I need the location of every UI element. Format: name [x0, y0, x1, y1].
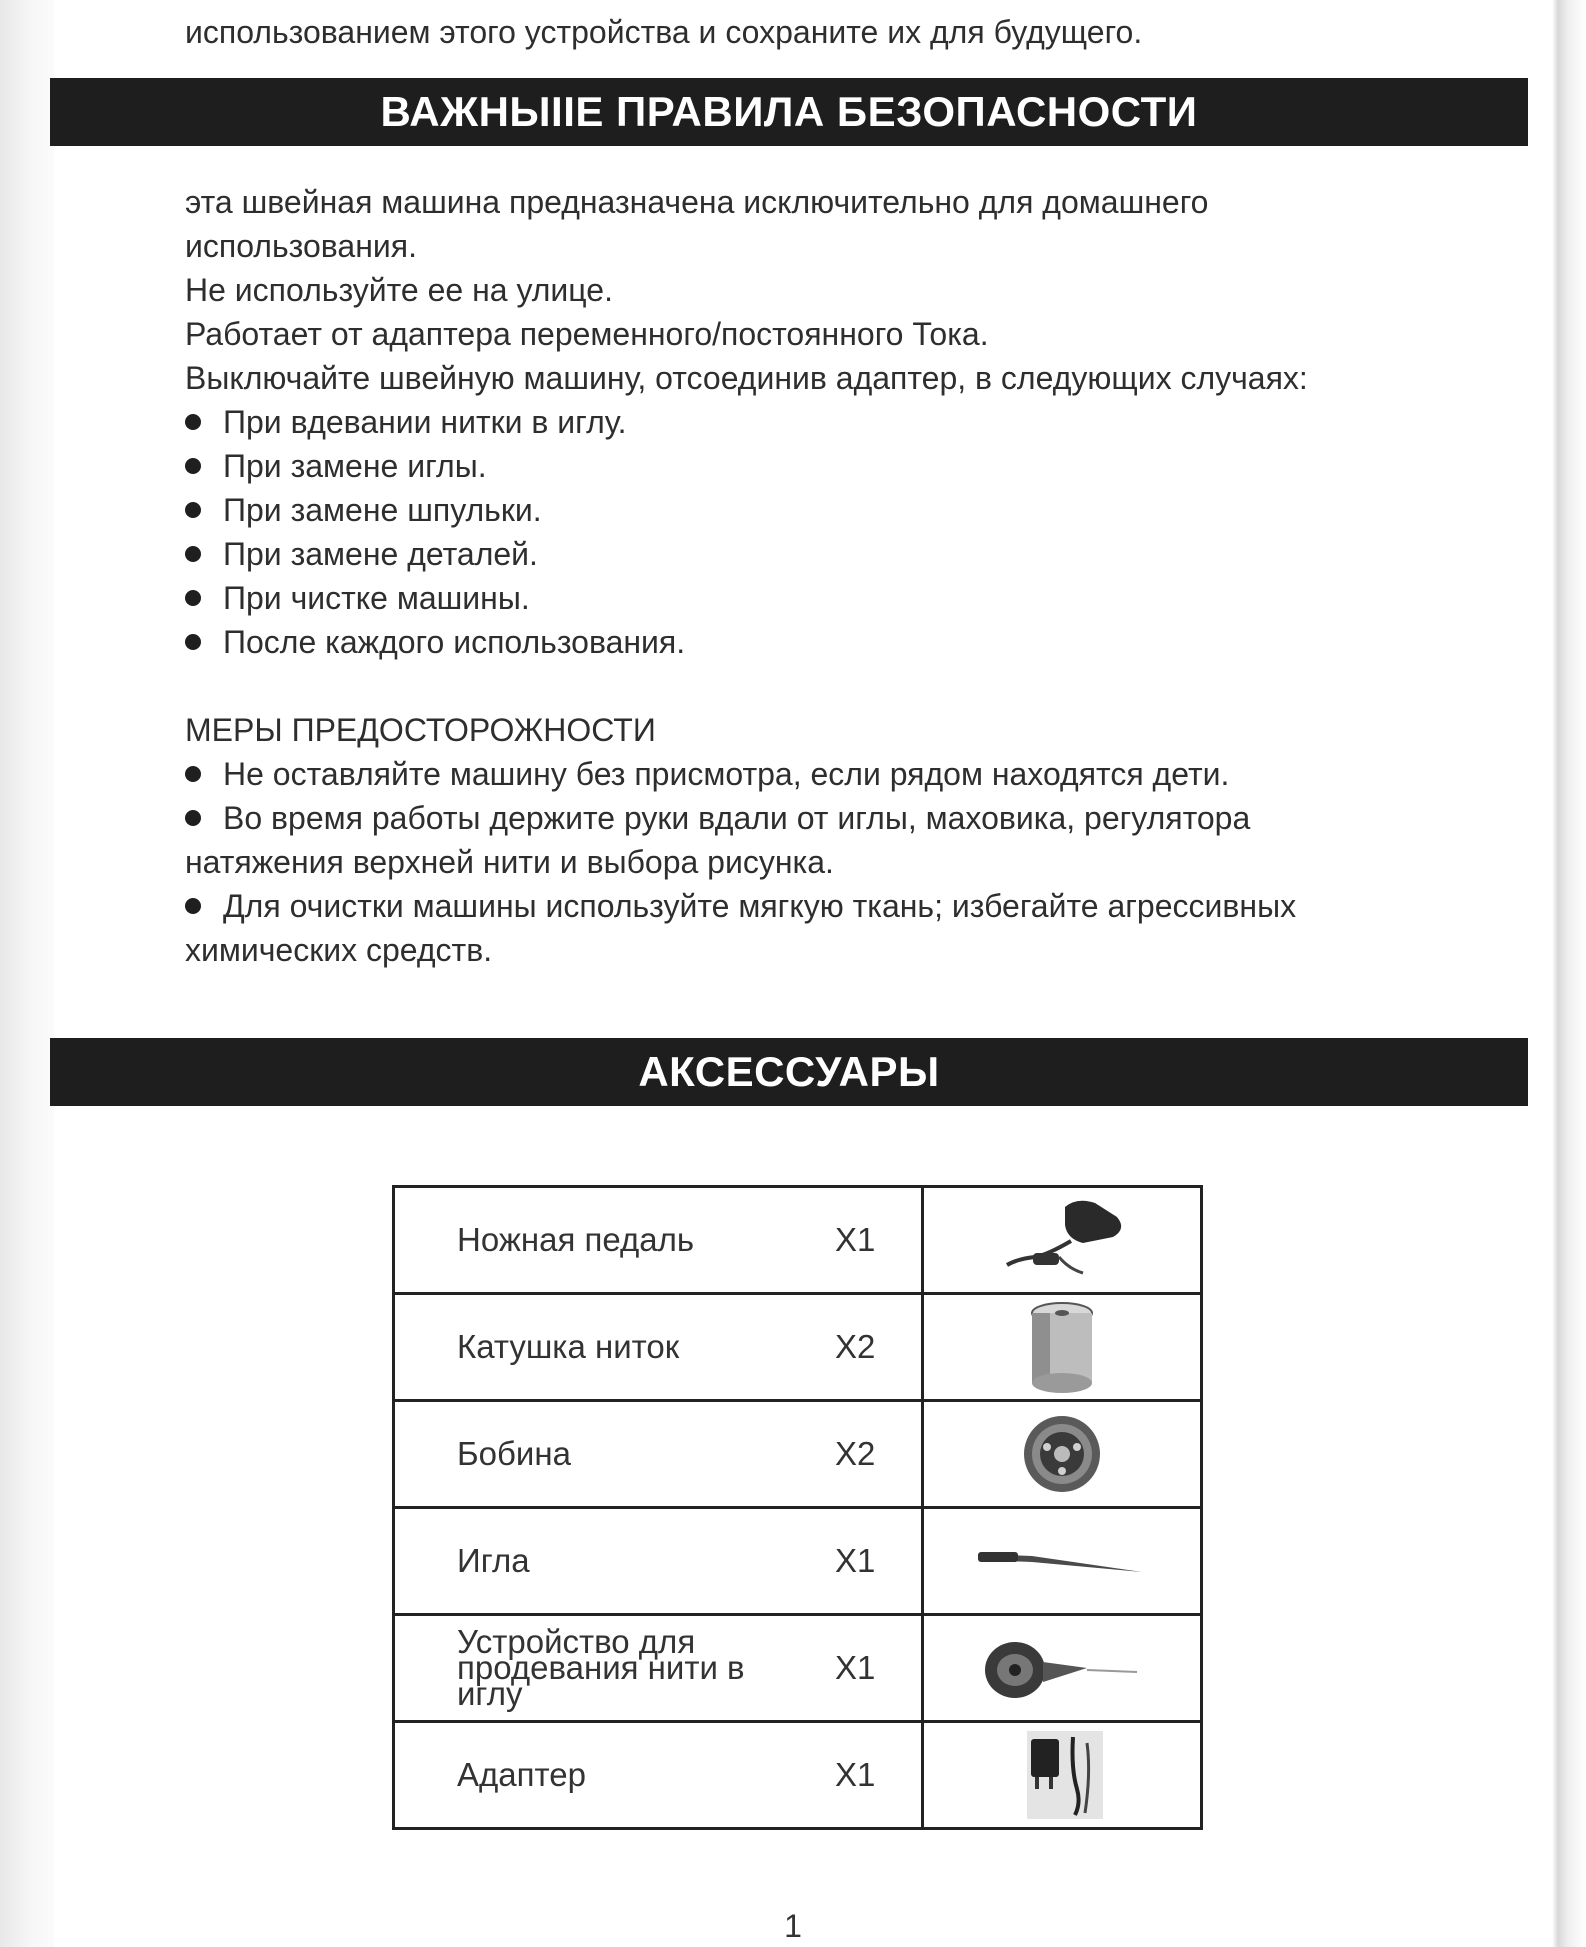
bullet-icon — [185, 634, 201, 650]
needle-threader-icon — [977, 1628, 1147, 1708]
precautions-heading: МЕРЫ ПРЕДОСТОРОЖНОСТИ — [185, 712, 656, 748]
safety-text-line: Не используйте ее на улице. — [185, 272, 613, 308]
bullet-icon — [185, 458, 201, 474]
accessory-row — [394, 1294, 1202, 1401]
precaution-text: Не оставляйте машину без присмотра, если рядом находятся дети. — [223, 756, 1230, 792]
bullet-icon — [185, 590, 201, 606]
accessory-qty: X1 — [835, 1756, 876, 1793]
page-right-edge — [1552, 0, 1586, 1947]
accessory-qty: X2 — [835, 1435, 876, 1472]
accessory-image-cell — [923, 1722, 1202, 1829]
safety-text-line: Выключайте швейную машину, отсоединив адаптер, в следующих случаях: — [185, 360, 1308, 396]
precaution-item — [185, 752, 1485, 796]
accessory-name: Игла — [457, 1542, 530, 1579]
safety-bullet — [185, 400, 1485, 444]
bullet-icon — [185, 414, 201, 430]
accessory-name-cell — [394, 1508, 923, 1615]
accessory-name: Устройство для продевания нити в иглу — [457, 1623, 745, 1712]
safety-heading: ВАЖНЫIIЕ ПРАВИЛА БЕЗОПАСНОСТИ — [50, 78, 1528, 146]
accessory-name-cell — [394, 1615, 923, 1722]
accessory-name-cell — [394, 1187, 923, 1294]
safety-bullet — [185, 488, 1485, 532]
safety-bullet — [185, 620, 1485, 664]
precaution-text: Во время работы держите руки вдали от иглы, маховика, регулятора — [223, 800, 1251, 836]
safety-bullet-text: При чистке машины. — [223, 580, 530, 616]
precaution-item — [185, 796, 1485, 840]
page-number: 1 — [784, 1908, 802, 1944]
safety-bullet-text: После каждого использования. — [223, 624, 686, 660]
safety-bullet-text: При замене шпульки. — [223, 492, 542, 528]
page-left-shadow — [0, 0, 54, 1947]
accessories-table — [392, 1185, 1203, 1830]
precaution-text: Для очистки машины используйте мягкую ткань; избегайте агрессивных — [223, 888, 1297, 924]
safety-bullet-text: При замене деталей. — [223, 536, 538, 572]
accessory-qty: X2 — [835, 1328, 876, 1365]
adapter-icon — [1017, 1729, 1107, 1821]
safety-text-line: эта швейная машина предназначена исключительно для домашнего — [185, 184, 1209, 220]
bullet-icon — [185, 766, 201, 782]
accessory-name-cell — [394, 1722, 923, 1829]
accessory-row — [394, 1615, 1202, 1722]
accessory-image-cell — [923, 1508, 1202, 1615]
safety-bullet — [185, 576, 1485, 620]
precaution-text-cont: химических средств. — [185, 932, 493, 968]
safety-text-line: Работает от адаптера переменного/постоянного Тока. — [185, 316, 989, 352]
accessories-heading: АКСЕССУАРЫ — [50, 1038, 1528, 1106]
accessory-name: Адаптер — [457, 1756, 586, 1793]
accessory-name: Ножная педаль — [457, 1221, 695, 1258]
accessory-image-cell — [923, 1615, 1202, 1722]
bullet-icon — [185, 546, 201, 562]
safety-bullet-text: При замене иглы. — [223, 448, 487, 484]
accessory-image-cell — [923, 1401, 1202, 1508]
safety-bullet — [185, 532, 1485, 576]
intro-line: использованием этого устройства и сохраните их для будущего. — [185, 14, 1143, 50]
safety-bullet-text: При вдевании нитки в иглу. — [223, 404, 627, 440]
accessory-row — [394, 1508, 1202, 1615]
accessory-qty: X1 — [835, 1221, 876, 1258]
precaution-text-cont: натяжения верхней нити и выбора рисунка. — [185, 844, 834, 880]
accessory-qty: X1 — [835, 1649, 876, 1686]
safety-text-line: использования. — [185, 228, 417, 264]
accessory-row — [394, 1187, 1202, 1294]
bullet-icon — [185, 898, 201, 914]
thread-spool-icon — [1017, 1299, 1107, 1395]
accessory-name: Катушка ниток — [457, 1328, 680, 1365]
accessory-name-cell — [394, 1401, 923, 1508]
accessory-name-cell — [394, 1294, 923, 1401]
precaution-item — [185, 884, 1485, 928]
accessory-image-cell — [923, 1294, 1202, 1401]
accessory-row — [394, 1722, 1202, 1829]
bullet-icon — [185, 502, 201, 518]
needle-icon — [972, 1536, 1152, 1586]
accessory-row — [394, 1401, 1202, 1508]
accessory-qty: X1 — [835, 1542, 876, 1579]
bobbin-icon — [1017, 1409, 1107, 1499]
bullet-icon — [185, 810, 201, 826]
foot-pedal-icon — [987, 1195, 1137, 1285]
accessory-image-cell — [923, 1187, 1202, 1294]
accessory-name: Бобина — [457, 1435, 571, 1472]
safety-bullet — [185, 444, 1485, 488]
